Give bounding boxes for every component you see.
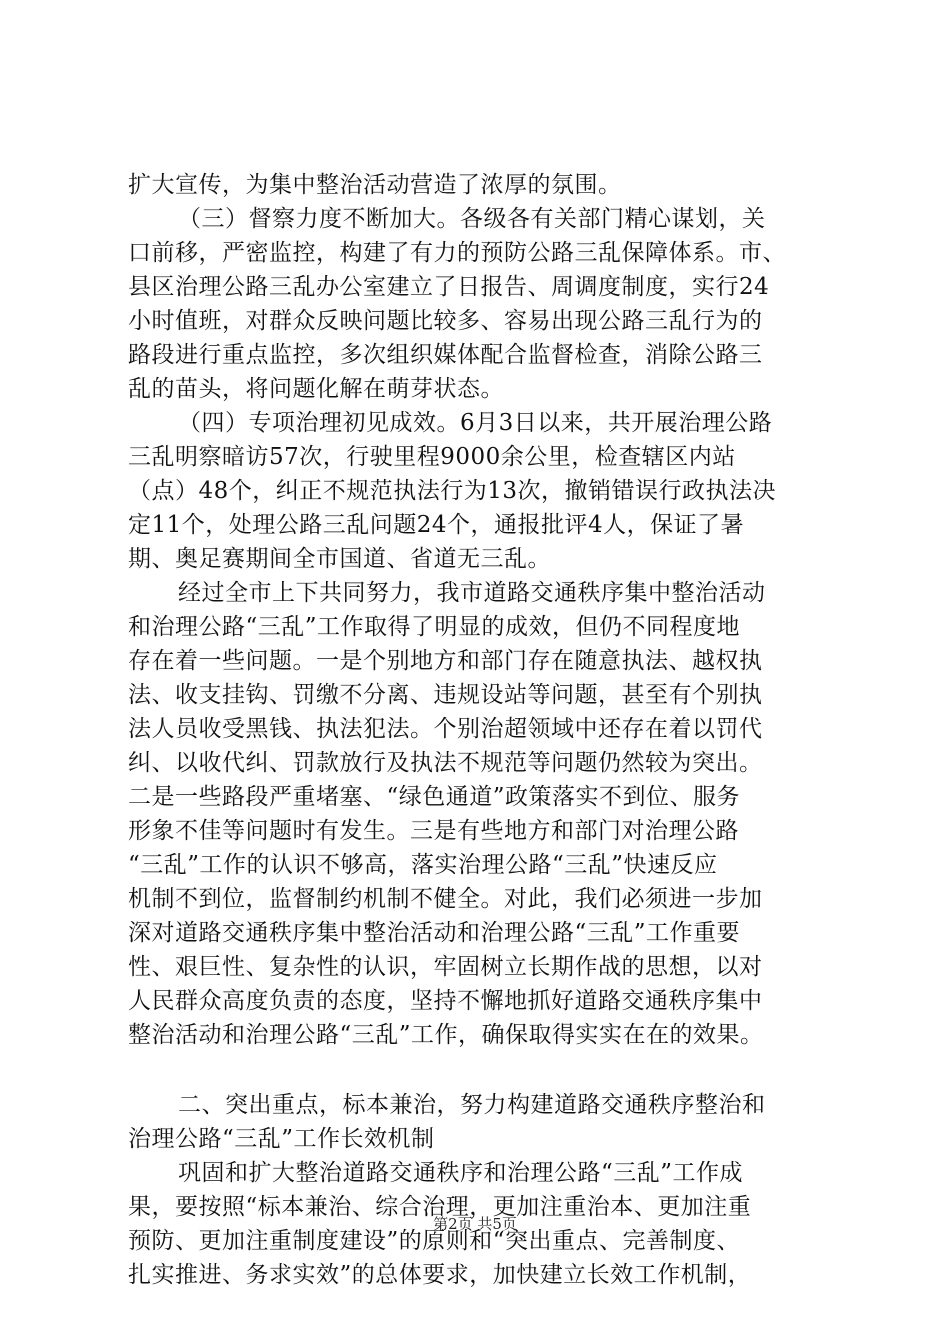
- text-line: 三乱明察暗访57次，行驶里程9000余公里，检查辖区内站: [128, 444, 736, 470]
- text-line: 口前移，严密监控，构建了有力的预防公路三乱保障体系。市、: [128, 240, 786, 266]
- text-line: 果，要按照“标本兼治、综合治理，更加注重治本、更加注重: [128, 1194, 752, 1220]
- text-line: 存在着一些问题。一是个别地方和部门存在随意执法、越权执: [128, 648, 763, 674]
- text-line: （点）48个，纠正不规范执法行为13次，撤销错误行政执法决: [128, 478, 777, 504]
- text-line: “三乱”工作的认识不够高，落实治理公路“三乱”快速反应: [128, 852, 718, 878]
- document-body: [128, 168, 828, 1292]
- section-heading-line: 二、突出重点，标本兼治，努力构建道路交通秩序整治和: [178, 1092, 766, 1118]
- text-line: 二是一些路段严重堵塞、“绿色通道”政策落实不到位、服务: [128, 784, 741, 810]
- text-line: 扩大宣传，为集中整治活动营造了浓厚的氛围。: [128, 172, 622, 198]
- paragraph-start-line: 巩固和扩大整治道路交通秩序和治理公路“三乱”工作成: [178, 1160, 744, 1186]
- text-line: 路段进行重点监控，多次组织媒体配合监督检查，消除公路三: [128, 342, 763, 368]
- text-line: 法人员收受黑钱、执法犯法。个别治超领域中还存在着以罚代: [128, 716, 763, 742]
- text-line: 期、奥足赛期间全市国道、省道无三乱。: [128, 546, 551, 572]
- paragraph-start-line: （四）专项治理初见成效。6月3日以来，共开展治理公路: [178, 410, 773, 436]
- page-footer: 第2页 共5页: [433, 1215, 517, 1233]
- text-line: 整治活动和治理公路“三乱”工作，确保取得实实在在的效果。: [128, 1022, 764, 1048]
- text-line: 性、艰巨性、复杂性的认识，牢固树立长期作战的思想，以对: [128, 954, 763, 980]
- paragraph-gap: [128, 1052, 828, 1088]
- paragraph-start-line: 经过全市上下共同努力，我市道路交通秩序集中整治活动: [178, 580, 766, 606]
- text-line: 定11个，处理公路三乱问题24个，通报批评4人，保证了暑: [128, 512, 745, 538]
- text-line: 形象不佳等问题时有发生。三是有些地方和部门对治理公路: [128, 818, 739, 844]
- text-line: 和治理公路“三乱”工作取得了明显的成效，但仍不同程度地: [128, 614, 741, 640]
- text-line: 小时值班，对群众反映问题比较多、容易出现公路三乱行为的: [128, 308, 763, 334]
- text-line: 人民群众高度负责的态度，坚持不懈地抓好道路交通秩序集中: [128, 988, 763, 1014]
- section-heading-line: 治理公路“三乱”工作长效机制: [128, 1126, 435, 1152]
- text-line: 县区治理公路三乱办公室建立了日报告、周调度制度，实行24: [128, 274, 770, 300]
- text-line: 纠、以收代纠、罚款放行及执法不规范等问题仍然较为突出。: [128, 750, 763, 776]
- text-line: 机制不到位，监督制约机制不健全。对此，我们必须进一步加: [128, 886, 763, 912]
- text-line: 深对道路交通秩序集中整治活动和治理公路“三乱”工作重要: [128, 920, 741, 946]
- text-line: 乱的苗头，将问题化解在萌芽状态。: [128, 376, 504, 402]
- text-line: 法、收支挂钩、罚缴不分离、违规设站等问题，甚至有个别执: [128, 682, 763, 708]
- paragraph-start-line: （三）督察力度不断加大。各级各有关部门精心谋划，关: [178, 206, 766, 232]
- text-line: 预防、更加注重制度建设”的原则和“突出重点、完善制度、: [128, 1228, 741, 1254]
- text-line: 扎实推进、务求实效”的总体要求，加快建立长效工作机制，: [128, 1262, 752, 1288]
